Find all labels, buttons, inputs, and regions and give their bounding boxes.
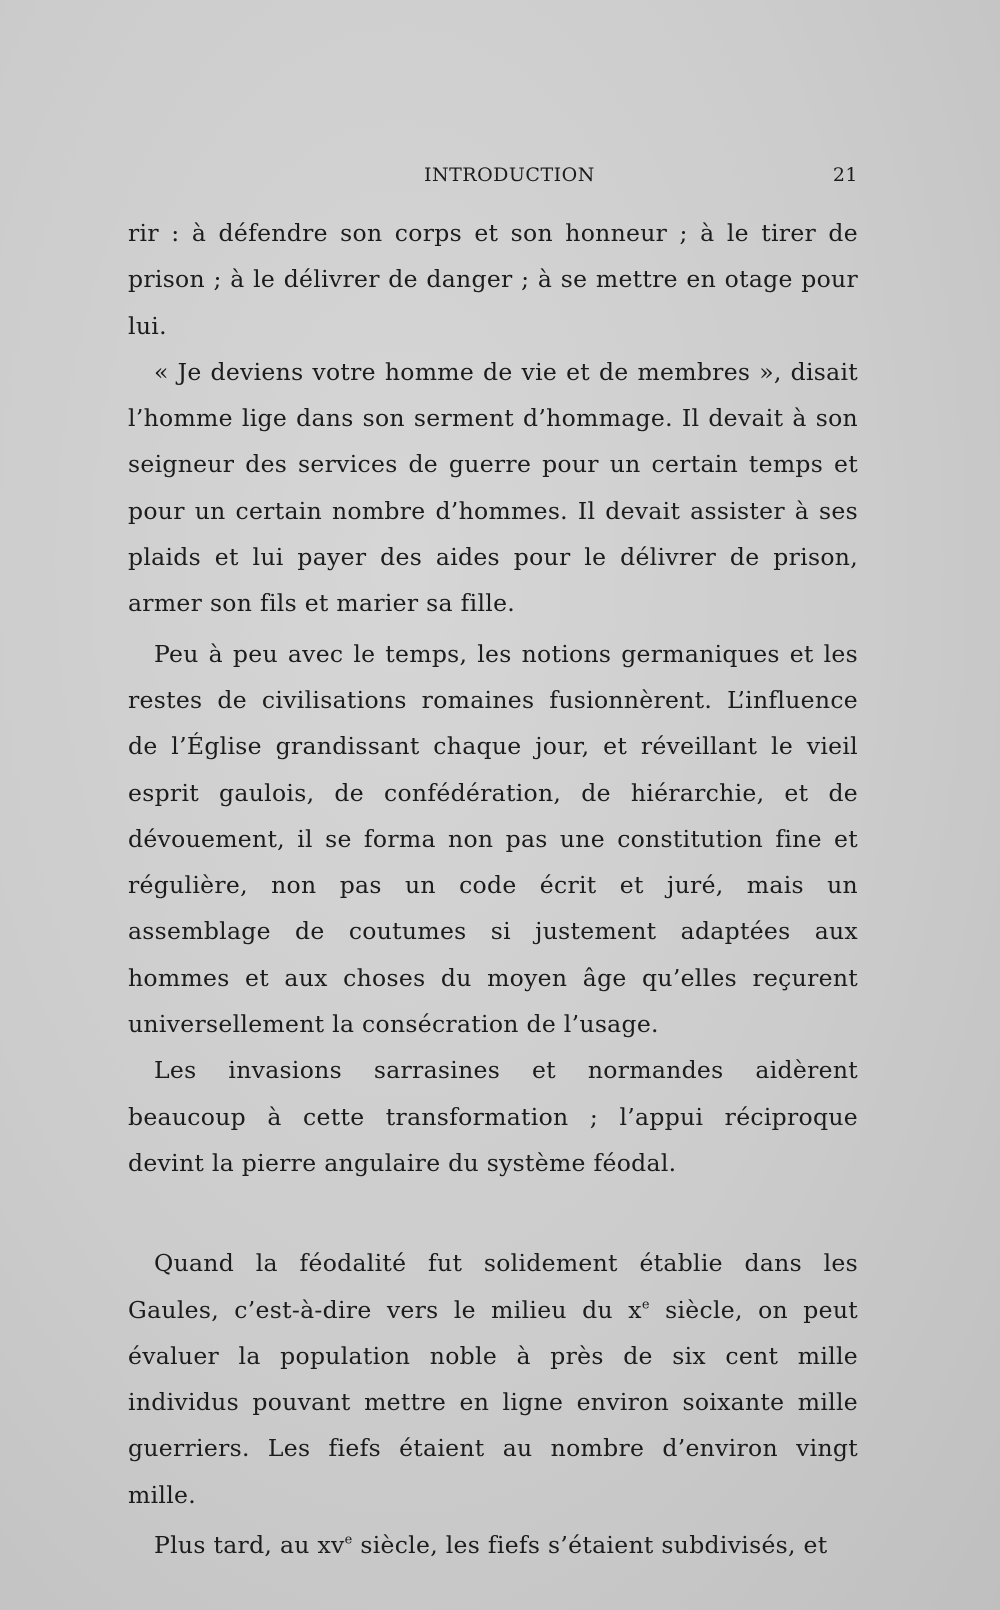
paragraph-3: Peu à peu avec le temps, les notions germaniques et les restes de civilisations romaines fusionnèrent. L’influence de l’Église grandissant chaque jour, et réveillant le vieil esprit gaulois, de confédération, de hiérarchie, et de dévouement, il se forma non pas une constitution fine et régulière, non pas un code écrit et juré, mais un assemblage de coutumes si justement adaptées aux hommes et aux choses du moyen âge qu’elles reçurent universellement la consécration de l’usage.	[128, 639, 858, 1039]
paragraph-6-part-1: Plus tard, au xv	[154, 1531, 345, 1560]
body-text	[128, 210, 858, 1568]
paragraph-5	[128, 1240, 858, 1518]
paragraph-4: Les invasions sarrasines et normandes aidèrent beaucoup à cette transformation ; l’appui réciproque devint la pierre angulaire du système féodal.	[128, 1056, 858, 1177]
running-header	[128, 164, 858, 194]
page-number: 21	[832, 164, 858, 186]
paragraph-5-part-2: siècle, on peut évaluer la population noble à près de six cent mille individus pouvant mettre en ligne environ soixante mille guerriers. Les fiefs étaient au nombre d’environ vingt mille.	[128, 1295, 859, 1509]
paragraph-1: rir : à défendre son corps et son honneur ; à le tirer de prison ; à le délivrer de danger ; à se mettre en otage pour lui.	[128, 219, 858, 340]
paragraph-6	[128, 1522, 858, 1568]
superscript-e: e	[641, 1296, 650, 1312]
superscript-e: e	[344, 1532, 353, 1548]
paragraph-5-part-1: Quand la féodalité fut solidement établie dans les Gaules, c’est-à-dire vers le milieu du x	[128, 1249, 858, 1324]
section-break	[128, 1186, 858, 1240]
paragraph-2: « Je deviens votre homme de vie et de membres », disait l’homme lige dans son serment d’hommage. Il devait à son seigneur des services de guerre pour un certain temps et pour un certain nombre d’hommes. Il devait assister à ses plaids et lui payer des aides pour le délivrer de prison, armer son fils et marier sa fille.	[128, 357, 858, 618]
paragraph-6-part-2: siècle, les fiefs s’étaient subdivisés, et	[352, 1531, 828, 1560]
running-title: INTRODUCTION	[424, 164, 595, 186]
